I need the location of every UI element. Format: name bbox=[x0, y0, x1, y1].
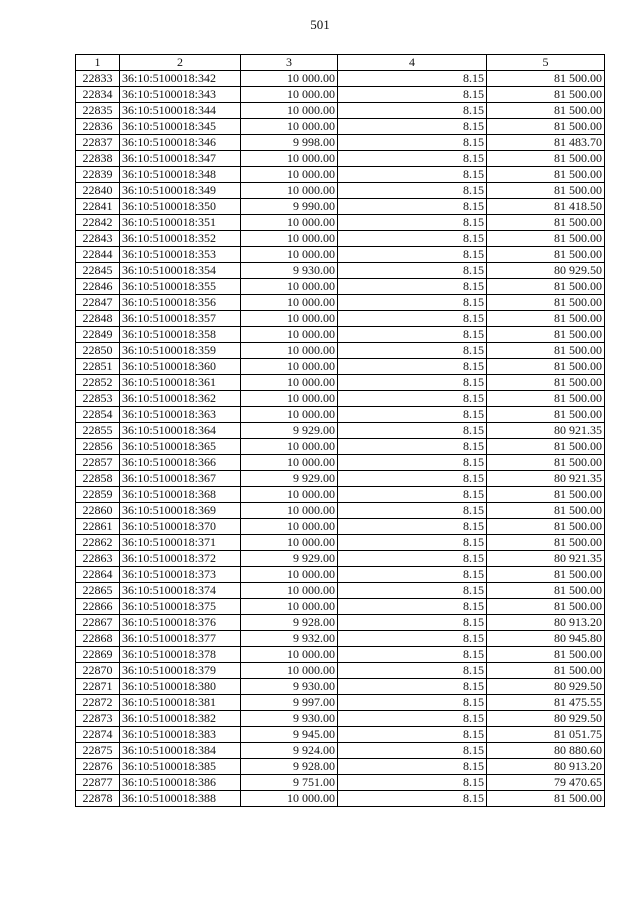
table-row bbox=[76, 775, 605, 791]
cadastral-number: 36:10:5100018:373 bbox=[120, 567, 241, 583]
area-value: 10 000.00 bbox=[241, 327, 338, 343]
table-row bbox=[76, 791, 605, 807]
rate-value: 8.15 bbox=[338, 759, 487, 775]
amount-value: 80 929.50 bbox=[487, 263, 605, 279]
cadastral-number: 36:10:5100018:384 bbox=[120, 743, 241, 759]
row-number: 22834 bbox=[76, 87, 120, 103]
amount-value: 81 500.00 bbox=[487, 119, 605, 135]
rate-value: 8.15 bbox=[338, 263, 487, 279]
area-value: 10 000.00 bbox=[241, 311, 338, 327]
area-value: 10 000.00 bbox=[241, 71, 338, 87]
cadastral-number: 36:10:5100018:349 bbox=[120, 183, 241, 199]
table-row bbox=[76, 295, 605, 311]
row-number: 22865 bbox=[76, 583, 120, 599]
amount-value: 81 500.00 bbox=[487, 311, 605, 327]
cadastral-number: 36:10:5100018:359 bbox=[120, 343, 241, 359]
row-number: 22855 bbox=[76, 423, 120, 439]
cadastral-number: 36:10:5100018:362 bbox=[120, 391, 241, 407]
row-number: 22846 bbox=[76, 279, 120, 295]
cadastral-number: 36:10:5100018:367 bbox=[120, 471, 241, 487]
table-row bbox=[76, 135, 605, 151]
rate-value: 8.15 bbox=[338, 183, 487, 199]
row-number: 22870 bbox=[76, 663, 120, 679]
table-row bbox=[76, 439, 605, 455]
area-value: 10 000.00 bbox=[241, 663, 338, 679]
row-number: 22862 bbox=[76, 535, 120, 551]
amount-value: 81 500.00 bbox=[487, 215, 605, 231]
table-row bbox=[76, 695, 605, 711]
area-value: 10 000.00 bbox=[241, 567, 338, 583]
amount-value: 81 500.00 bbox=[487, 663, 605, 679]
cadastral-number: 36:10:5100018:371 bbox=[120, 535, 241, 551]
rate-value: 8.15 bbox=[338, 711, 487, 727]
area-value: 9 929.00 bbox=[241, 551, 338, 567]
row-number: 22854 bbox=[76, 407, 120, 423]
table-row bbox=[76, 599, 605, 615]
rate-value: 8.15 bbox=[338, 439, 487, 455]
amount-value: 81 500.00 bbox=[487, 71, 605, 87]
cadastral-number: 36:10:5100018:350 bbox=[120, 199, 241, 215]
area-value: 9 930.00 bbox=[241, 263, 338, 279]
rate-value: 8.15 bbox=[338, 103, 487, 119]
row-number: 22858 bbox=[76, 471, 120, 487]
row-number: 22864 bbox=[76, 567, 120, 583]
area-value: 9 928.00 bbox=[241, 615, 338, 631]
cadastral-number: 36:10:5100018:353 bbox=[120, 247, 241, 263]
rate-value: 8.15 bbox=[338, 391, 487, 407]
amount-value: 81 500.00 bbox=[487, 407, 605, 423]
table-row bbox=[76, 263, 605, 279]
row-number: 22847 bbox=[76, 295, 120, 311]
amount-value: 81 500.00 bbox=[487, 327, 605, 343]
row-number: 22873 bbox=[76, 711, 120, 727]
cadastral-number: 36:10:5100018:348 bbox=[120, 167, 241, 183]
row-number: 22869 bbox=[76, 647, 120, 663]
rate-value: 8.15 bbox=[338, 503, 487, 519]
table-row bbox=[76, 359, 605, 375]
cadastral-number: 36:10:5100018:378 bbox=[120, 647, 241, 663]
cadastral-number: 36:10:5100018:346 bbox=[120, 135, 241, 151]
table-header-row bbox=[76, 55, 605, 71]
area-value: 10 000.00 bbox=[241, 791, 338, 807]
area-value: 10 000.00 bbox=[241, 215, 338, 231]
rate-value: 8.15 bbox=[338, 359, 487, 375]
table-row bbox=[76, 151, 605, 167]
rate-value: 8.15 bbox=[338, 551, 487, 567]
row-number: 22841 bbox=[76, 199, 120, 215]
amount-value: 81 500.00 bbox=[487, 791, 605, 807]
cadastral-number: 36:10:5100018:368 bbox=[120, 487, 241, 503]
amount-value: 80 913.20 bbox=[487, 759, 605, 775]
table-row bbox=[76, 455, 605, 471]
amount-value: 80 945.80 bbox=[487, 631, 605, 647]
table-row bbox=[76, 375, 605, 391]
rate-value: 8.15 bbox=[338, 199, 487, 215]
area-value: 10 000.00 bbox=[241, 247, 338, 263]
cadastral-number: 36:10:5100018:352 bbox=[120, 231, 241, 247]
table-row bbox=[76, 567, 605, 583]
row-number: 22833 bbox=[76, 71, 120, 87]
cadastral-number: 36:10:5100018:369 bbox=[120, 503, 241, 519]
row-number: 22867 bbox=[76, 615, 120, 631]
rate-value: 8.15 bbox=[338, 663, 487, 679]
cadastral-number: 36:10:5100018:388 bbox=[120, 791, 241, 807]
table-row bbox=[76, 759, 605, 775]
table-row bbox=[76, 647, 605, 663]
rate-value: 8.15 bbox=[338, 679, 487, 695]
page-number: 501 bbox=[310, 17, 330, 32]
column-header-3: 3 bbox=[241, 55, 338, 71]
area-value: 10 000.00 bbox=[241, 647, 338, 663]
amount-value: 81 500.00 bbox=[487, 279, 605, 295]
cadastral-number: 36:10:5100018:342 bbox=[120, 71, 241, 87]
row-number: 22852 bbox=[76, 375, 120, 391]
cadastral-number: 36:10:5100018:360 bbox=[120, 359, 241, 375]
row-number: 22872 bbox=[76, 695, 120, 711]
area-value: 10 000.00 bbox=[241, 455, 338, 471]
area-value: 10 000.00 bbox=[241, 231, 338, 247]
amount-value: 81 500.00 bbox=[487, 103, 605, 119]
row-number: 22851 bbox=[76, 359, 120, 375]
amount-value: 81 500.00 bbox=[487, 375, 605, 391]
area-value: 10 000.00 bbox=[241, 103, 338, 119]
row-number: 22874 bbox=[76, 727, 120, 743]
cadastral-number: 36:10:5100018:354 bbox=[120, 263, 241, 279]
amount-value: 81 500.00 bbox=[487, 391, 605, 407]
area-value: 10 000.00 bbox=[241, 167, 338, 183]
table-row bbox=[76, 199, 605, 215]
rate-value: 8.15 bbox=[338, 583, 487, 599]
cadastral-number: 36:10:5100018:375 bbox=[120, 599, 241, 615]
row-number: 22868 bbox=[76, 631, 120, 647]
rate-value: 8.15 bbox=[338, 343, 487, 359]
amount-value: 81 051.75 bbox=[487, 727, 605, 743]
row-number: 22838 bbox=[76, 151, 120, 167]
table-row bbox=[76, 279, 605, 295]
row-number: 22845 bbox=[76, 263, 120, 279]
rate-value: 8.15 bbox=[338, 119, 487, 135]
amount-value: 81 500.00 bbox=[487, 247, 605, 263]
amount-value: 80 913.20 bbox=[487, 615, 605, 631]
area-value: 10 000.00 bbox=[241, 519, 338, 535]
table-row bbox=[76, 183, 605, 199]
table-row bbox=[76, 679, 605, 695]
cadastral-number: 36:10:5100018:370 bbox=[120, 519, 241, 535]
row-number: 22859 bbox=[76, 487, 120, 503]
area-value: 10 000.00 bbox=[241, 343, 338, 359]
table-row bbox=[76, 615, 605, 631]
area-value: 9 929.00 bbox=[241, 423, 338, 439]
rate-value: 8.15 bbox=[338, 167, 487, 183]
cadastral-table bbox=[75, 54, 605, 807]
table-row bbox=[76, 663, 605, 679]
area-value: 10 000.00 bbox=[241, 407, 338, 423]
row-number: 22871 bbox=[76, 679, 120, 695]
row-number: 22840 bbox=[76, 183, 120, 199]
row-number: 22875 bbox=[76, 743, 120, 759]
area-value: 9 751.00 bbox=[241, 775, 338, 791]
table-row bbox=[76, 343, 605, 359]
amount-value: 81 500.00 bbox=[487, 647, 605, 663]
cadastral-number: 36:10:5100018:380 bbox=[120, 679, 241, 695]
area-value: 10 000.00 bbox=[241, 599, 338, 615]
rate-value: 8.15 bbox=[338, 519, 487, 535]
cadastral-number: 36:10:5100018:351 bbox=[120, 215, 241, 231]
area-value: 10 000.00 bbox=[241, 583, 338, 599]
area-value: 10 000.00 bbox=[241, 375, 338, 391]
area-value: 9 932.00 bbox=[241, 631, 338, 647]
rate-value: 8.15 bbox=[338, 631, 487, 647]
rate-value: 8.15 bbox=[338, 423, 487, 439]
rate-value: 8.15 bbox=[338, 71, 487, 87]
table-row bbox=[76, 727, 605, 743]
rate-value: 8.15 bbox=[338, 407, 487, 423]
area-value: 10 000.00 bbox=[241, 535, 338, 551]
row-number: 22836 bbox=[76, 119, 120, 135]
cadastral-number: 36:10:5100018:364 bbox=[120, 423, 241, 439]
amount-value: 81 500.00 bbox=[487, 183, 605, 199]
cadastral-number: 36:10:5100018:385 bbox=[120, 759, 241, 775]
amount-value: 81 500.00 bbox=[487, 519, 605, 535]
cadastral-number: 36:10:5100018:355 bbox=[120, 279, 241, 295]
row-number: 22857 bbox=[76, 455, 120, 471]
amount-value: 80 921.35 bbox=[487, 471, 605, 487]
row-number: 22839 bbox=[76, 167, 120, 183]
area-value: 10 000.00 bbox=[241, 151, 338, 167]
column-header-2: 2 bbox=[120, 55, 241, 71]
cadastral-number: 36:10:5100018:361 bbox=[120, 375, 241, 391]
rate-value: 8.15 bbox=[338, 647, 487, 663]
table-row bbox=[76, 167, 605, 183]
rate-value: 8.15 bbox=[338, 535, 487, 551]
amount-value: 80 921.35 bbox=[487, 551, 605, 567]
amount-value: 80 929.50 bbox=[487, 711, 605, 727]
rate-value: 8.15 bbox=[338, 487, 487, 503]
area-value: 10 000.00 bbox=[241, 391, 338, 407]
table-row bbox=[76, 743, 605, 759]
cadastral-number: 36:10:5100018:365 bbox=[120, 439, 241, 455]
table-row bbox=[76, 103, 605, 119]
table-row bbox=[76, 87, 605, 103]
cadastral-number: 36:10:5100018:374 bbox=[120, 583, 241, 599]
area-value: 10 000.00 bbox=[241, 87, 338, 103]
row-number: 22878 bbox=[76, 791, 120, 807]
table-row bbox=[76, 247, 605, 263]
column-header-4: 4 bbox=[338, 55, 487, 71]
table-row bbox=[76, 119, 605, 135]
table-row bbox=[76, 327, 605, 343]
table-row bbox=[76, 215, 605, 231]
row-number: 22877 bbox=[76, 775, 120, 791]
cadastral-number: 36:10:5100018:379 bbox=[120, 663, 241, 679]
column-header-5: 5 bbox=[487, 55, 605, 71]
amount-value: 80 880.60 bbox=[487, 743, 605, 759]
cadastral-number: 36:10:5100018:372 bbox=[120, 551, 241, 567]
cadastral-number: 36:10:5100018:383 bbox=[120, 727, 241, 743]
amount-value: 81 500.00 bbox=[487, 455, 605, 471]
table-row bbox=[76, 551, 605, 567]
cadastral-number: 36:10:5100018:381 bbox=[120, 695, 241, 711]
amount-value: 81 500.00 bbox=[487, 583, 605, 599]
row-number: 22853 bbox=[76, 391, 120, 407]
cadastral-number: 36:10:5100018:357 bbox=[120, 311, 241, 327]
cadastral-number: 36:10:5100018:377 bbox=[120, 631, 241, 647]
amount-value: 81 500.00 bbox=[487, 359, 605, 375]
rate-value: 8.15 bbox=[338, 279, 487, 295]
rate-value: 8.15 bbox=[338, 247, 487, 263]
area-value: 10 000.00 bbox=[241, 119, 338, 135]
row-number: 22856 bbox=[76, 439, 120, 455]
amount-value: 81 500.00 bbox=[487, 167, 605, 183]
rate-value: 8.15 bbox=[338, 375, 487, 391]
amount-value: 81 500.00 bbox=[487, 295, 605, 311]
area-value: 9 928.00 bbox=[241, 759, 338, 775]
area-value: 10 000.00 bbox=[241, 183, 338, 199]
amount-value: 80 929.50 bbox=[487, 679, 605, 695]
amount-value: 81 500.00 bbox=[487, 231, 605, 247]
row-number: 22863 bbox=[76, 551, 120, 567]
table-row bbox=[76, 471, 605, 487]
rate-value: 8.15 bbox=[338, 599, 487, 615]
row-number: 22848 bbox=[76, 311, 120, 327]
amount-value: 80 921.35 bbox=[487, 423, 605, 439]
cadastral-number: 36:10:5100018:382 bbox=[120, 711, 241, 727]
table-row bbox=[76, 423, 605, 439]
row-number: 22849 bbox=[76, 327, 120, 343]
rate-value: 8.15 bbox=[338, 775, 487, 791]
amount-value: 81 500.00 bbox=[487, 439, 605, 455]
area-value: 9 930.00 bbox=[241, 679, 338, 695]
amount-value: 81 500.00 bbox=[487, 567, 605, 583]
area-value: 10 000.00 bbox=[241, 487, 338, 503]
row-number: 22876 bbox=[76, 759, 120, 775]
rate-value: 8.15 bbox=[338, 87, 487, 103]
amount-value: 81 418.50 bbox=[487, 199, 605, 215]
table-row bbox=[76, 519, 605, 535]
rate-value: 8.15 bbox=[338, 295, 487, 311]
amount-value: 81 500.00 bbox=[487, 599, 605, 615]
rate-value: 8.15 bbox=[338, 231, 487, 247]
area-value: 9 945.00 bbox=[241, 727, 338, 743]
row-number: 22860 bbox=[76, 503, 120, 519]
row-number: 22850 bbox=[76, 343, 120, 359]
row-number: 22844 bbox=[76, 247, 120, 263]
cadastral-number: 36:10:5100018:343 bbox=[120, 87, 241, 103]
rate-value: 8.15 bbox=[338, 791, 487, 807]
table-body bbox=[76, 71, 605, 807]
cadastral-number: 36:10:5100018:356 bbox=[120, 295, 241, 311]
area-value: 10 000.00 bbox=[241, 439, 338, 455]
table-row bbox=[76, 391, 605, 407]
amount-value: 81 500.00 bbox=[487, 87, 605, 103]
table-row bbox=[76, 711, 605, 727]
column-header-1: 1 bbox=[76, 55, 120, 71]
rate-value: 8.15 bbox=[338, 567, 487, 583]
area-value: 9 930.00 bbox=[241, 711, 338, 727]
area-value: 10 000.00 bbox=[241, 359, 338, 375]
table-row bbox=[76, 535, 605, 551]
cadastral-number: 36:10:5100018:376 bbox=[120, 615, 241, 631]
cadastral-number: 36:10:5100018:363 bbox=[120, 407, 241, 423]
amount-value: 81 500.00 bbox=[487, 151, 605, 167]
amount-value: 81 483.70 bbox=[487, 135, 605, 151]
rate-value: 8.15 bbox=[338, 615, 487, 631]
row-number: 22837 bbox=[76, 135, 120, 151]
amount-value: 81 500.00 bbox=[487, 343, 605, 359]
amount-value: 81 500.00 bbox=[487, 503, 605, 519]
amount-value: 81 500.00 bbox=[487, 535, 605, 551]
row-number: 22861 bbox=[76, 519, 120, 535]
amount-value: 81 500.00 bbox=[487, 487, 605, 503]
area-value: 9 998.00 bbox=[241, 135, 338, 151]
table-row bbox=[76, 583, 605, 599]
rate-value: 8.15 bbox=[338, 695, 487, 711]
area-value: 9 929.00 bbox=[241, 471, 338, 487]
table-row bbox=[76, 231, 605, 247]
amount-value: 81 475.55 bbox=[487, 695, 605, 711]
row-number: 22866 bbox=[76, 599, 120, 615]
rate-value: 8.15 bbox=[338, 743, 487, 759]
rate-value: 8.15 bbox=[338, 215, 487, 231]
cadastral-number: 36:10:5100018:344 bbox=[120, 103, 241, 119]
rate-value: 8.15 bbox=[338, 151, 487, 167]
area-value: 10 000.00 bbox=[241, 279, 338, 295]
table-row bbox=[76, 631, 605, 647]
cadastral-number: 36:10:5100018:345 bbox=[120, 119, 241, 135]
rate-value: 8.15 bbox=[338, 135, 487, 151]
cadastral-number: 36:10:5100018:358 bbox=[120, 327, 241, 343]
rate-value: 8.15 bbox=[338, 327, 487, 343]
area-value: 9 990.00 bbox=[241, 199, 338, 215]
amount-value: 79 470.65 bbox=[487, 775, 605, 791]
table-row bbox=[76, 311, 605, 327]
row-number: 22842 bbox=[76, 215, 120, 231]
area-value: 9 997.00 bbox=[241, 695, 338, 711]
rate-value: 8.15 bbox=[338, 471, 487, 487]
cadastral-number: 36:10:5100018:386 bbox=[120, 775, 241, 791]
table-row bbox=[76, 503, 605, 519]
cadastral-number: 36:10:5100018:347 bbox=[120, 151, 241, 167]
area-value: 10 000.00 bbox=[241, 503, 338, 519]
rate-value: 8.15 bbox=[338, 727, 487, 743]
rate-value: 8.15 bbox=[338, 455, 487, 471]
area-value: 10 000.00 bbox=[241, 295, 338, 311]
row-number: 22843 bbox=[76, 231, 120, 247]
area-value: 9 924.00 bbox=[241, 743, 338, 759]
rate-value: 8.15 bbox=[338, 311, 487, 327]
table-row bbox=[76, 71, 605, 87]
row-number: 22835 bbox=[76, 103, 120, 119]
table-row bbox=[76, 407, 605, 423]
table-row bbox=[76, 487, 605, 503]
cadastral-number: 36:10:5100018:366 bbox=[120, 455, 241, 471]
